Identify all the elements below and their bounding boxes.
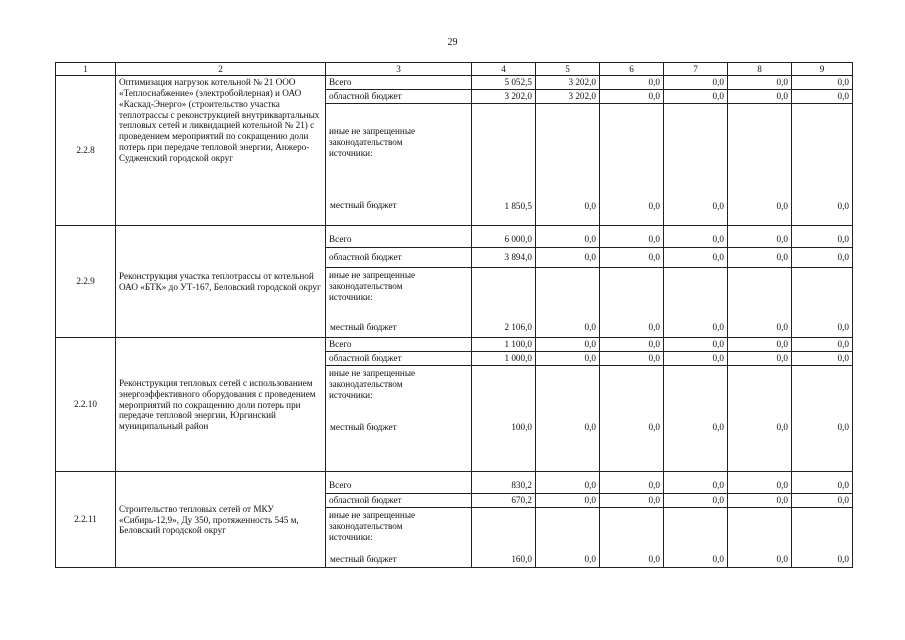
value-cell: 0,0 <box>600 90 664 104</box>
value-cell: 0,0 <box>536 366 600 472</box>
column-header: 2 <box>116 63 326 76</box>
source-other-local-cell <box>326 268 472 338</box>
value-cell: 0,0 <box>600 76 664 90</box>
row-name: Оптимизация нагрузок котельной № 21 ООО «Теплоснабжение» (электробойлерная) и ОАО «Каскад-Энерго» (строительство участка теплотрассы с реконструкцией внутриквартальных тепловых сетей и ликвидацией котельной № 21) с проведением мероприятий по сокращению доли потерь при передаче тепловой энергии, Анжеро-Судженский городской округ <box>116 76 326 226</box>
value-cell: 0,0 <box>664 338 728 352</box>
source-total-label: Всего <box>326 76 472 90</box>
value-cell: 5 052,5 <box>472 76 536 90</box>
source-other-local-cell <box>326 104 472 226</box>
value-cell: 0,0 <box>536 338 600 352</box>
source-other-local-cell <box>326 508 472 568</box>
table-row <box>56 226 853 248</box>
value-cell: 0,0 <box>600 226 664 248</box>
value-cell: 0,0 <box>792 494 853 508</box>
value-cell: 0,0 <box>792 104 853 226</box>
value-cell: 0,0 <box>600 268 664 338</box>
source-other-label: иные не запрещенные законодательством источники: <box>329 126 416 158</box>
table-row <box>56 472 853 494</box>
value-cell: 160,0 <box>472 508 536 568</box>
value-cell: 0,0 <box>728 76 792 90</box>
value-cell: 0,0 <box>536 226 600 248</box>
value-cell: 0,0 <box>536 508 600 568</box>
value-cell: 1 100,0 <box>472 338 536 352</box>
source-regional-label: областной бюджет <box>326 90 472 104</box>
table-row <box>56 338 853 352</box>
value-cell: 0,0 <box>792 508 853 568</box>
column-header: 9 <box>792 63 853 76</box>
value-cell: 0,0 <box>728 352 792 366</box>
value-cell: 0,0 <box>792 366 853 472</box>
value-cell: 0,0 <box>536 352 600 366</box>
value-cell: 0,0 <box>792 248 853 268</box>
value-cell: 3 202,0 <box>536 76 600 90</box>
value-cell: 0,0 <box>536 494 600 508</box>
source-regional-label: областной бюджет <box>326 248 472 268</box>
value-cell: 0,0 <box>728 104 792 226</box>
value-cell: 6 000,0 <box>472 226 536 248</box>
column-header: 6 <box>600 63 664 76</box>
value-cell: 0,0 <box>792 268 853 338</box>
value-cell: 0,0 <box>792 472 853 494</box>
value-cell: 0,0 <box>664 104 728 226</box>
value-cell: 0,0 <box>600 508 664 568</box>
value-cell: 0,0 <box>664 472 728 494</box>
source-other-local-cell <box>326 366 472 472</box>
column-header: 8 <box>728 63 792 76</box>
value-cell: 0,0 <box>792 76 853 90</box>
row-name: Реконструкция тепловых сетей с использованием энергоэффективного оборудования с проведением мероприятий по сокращению доли потерь при передаче тепловой энергии, Юргинский муниципальный район <box>116 338 326 472</box>
value-cell: 0,0 <box>664 352 728 366</box>
value-cell: 1 850,5 <box>472 104 536 226</box>
value-cell: 0,0 <box>728 366 792 472</box>
source-local-label: местный бюджет <box>330 200 397 211</box>
value-cell: 0,0 <box>728 226 792 248</box>
value-cell: 0,0 <box>664 76 728 90</box>
value-cell: 0,0 <box>600 352 664 366</box>
source-other-label: иные не запрещенные законодательством источники: <box>329 510 416 542</box>
row-code: 2.2.8 <box>56 76 116 226</box>
value-cell: 0,0 <box>536 472 600 494</box>
table-row <box>56 76 853 90</box>
row-code: 2.2.9 <box>56 226 116 338</box>
value-cell: 0,0 <box>728 248 792 268</box>
value-cell: 2 106,0 <box>472 268 536 338</box>
column-header: 3 <box>326 63 472 76</box>
column-number-row <box>56 63 853 76</box>
value-cell: 0,0 <box>664 248 728 268</box>
value-cell: 0,0 <box>600 494 664 508</box>
value-cell: 0,0 <box>536 268 600 338</box>
value-cell: 0,0 <box>600 104 664 226</box>
value-cell: 0,0 <box>600 472 664 494</box>
source-other-label: иные не запрещенные законодательством источники: <box>329 270 416 302</box>
source-local-label: местный бюджет <box>330 422 397 432</box>
value-cell: 0,0 <box>664 268 728 338</box>
source-total-label: Всего <box>326 338 472 352</box>
value-cell: 0,0 <box>792 352 853 366</box>
value-cell: 3 202,0 <box>536 90 600 104</box>
value-cell: 0,0 <box>536 104 600 226</box>
value-cell: 830,2 <box>472 472 536 494</box>
value-cell: 0,0 <box>536 248 600 268</box>
source-regional-label: областной бюджет <box>326 494 472 508</box>
row-code: 2.2.11 <box>56 472 116 568</box>
value-cell: 0,0 <box>728 508 792 568</box>
value-cell: 0,0 <box>728 90 792 104</box>
value-cell: 3 894,0 <box>472 248 536 268</box>
value-cell: 3 202,0 <box>472 90 536 104</box>
value-cell: 0,0 <box>792 226 853 248</box>
source-total-label: Всего <box>326 472 472 494</box>
row-code: 2.2.10 <box>56 338 116 472</box>
value-cell: 0,0 <box>664 494 728 508</box>
value-cell: 0,0 <box>728 268 792 338</box>
value-cell: 0,0 <box>664 226 728 248</box>
column-header: 1 <box>56 63 116 76</box>
value-cell: 0,0 <box>728 338 792 352</box>
column-header: 4 <box>472 63 536 76</box>
value-cell: 0,0 <box>792 90 853 104</box>
source-local-label: местный бюджет <box>330 554 397 565</box>
row-name: Строительство тепловых сетей от МКУ «Сибирь-12,9», Ду 350, протяженность 545 м, Беловский городской округ <box>116 472 326 568</box>
row-name: Реконструкция участка теплотрассы от котельной ОАО «БТК» до УТ-167, Беловский городской округ <box>116 226 326 338</box>
value-cell: 670,2 <box>472 494 536 508</box>
value-cell: 0,0 <box>728 494 792 508</box>
page-number: 29 <box>447 37 458 48</box>
value-cell: 0,0 <box>792 338 853 352</box>
value-cell: 0,0 <box>728 472 792 494</box>
value-cell: 1 000,0 <box>472 352 536 366</box>
value-cell: 0,0 <box>600 338 664 352</box>
value-cell: 0,0 <box>664 508 728 568</box>
source-local-label: местный бюджет <box>330 322 397 333</box>
value-cell: 0,0 <box>600 248 664 268</box>
source-other-label: иные не запрещенные законодательством источники: <box>329 368 416 400</box>
value-cell: 0,0 <box>664 90 728 104</box>
budget-table <box>55 62 853 568</box>
source-total-label: Всего <box>326 226 472 248</box>
value-cell: 0,0 <box>664 366 728 472</box>
value-cell: 100,0 <box>472 366 536 472</box>
column-header: 7 <box>664 63 728 76</box>
column-header: 5 <box>536 63 600 76</box>
value-cell: 0,0 <box>600 366 664 472</box>
source-regional-label: областной бюджет <box>326 352 472 366</box>
